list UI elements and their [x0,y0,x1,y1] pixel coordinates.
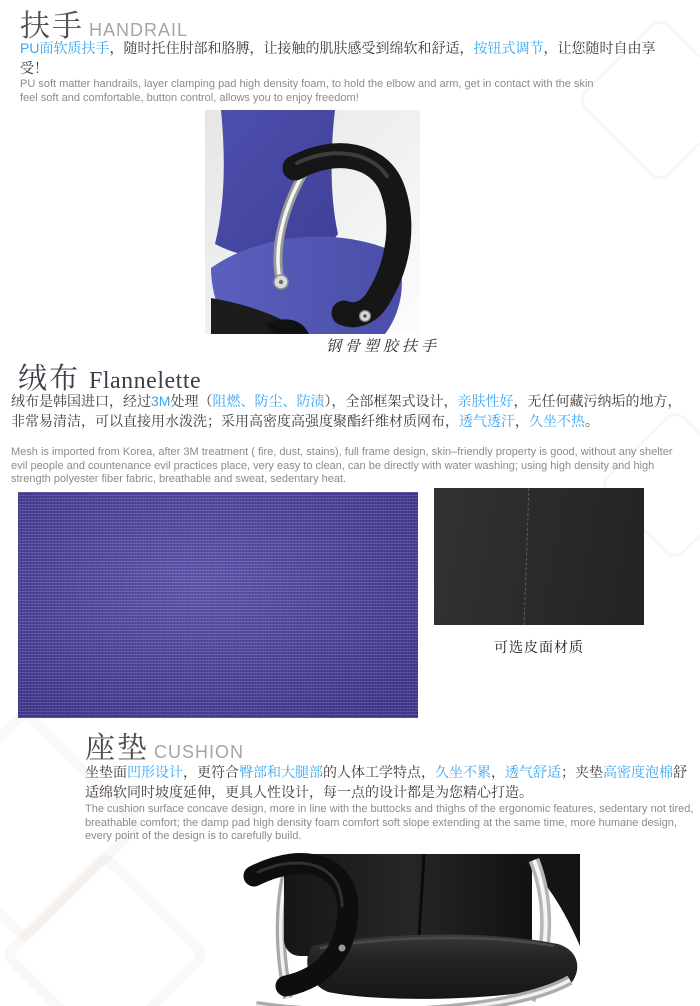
armrest-photo-graphic [205,110,420,334]
highlighted-phrase: 透气舒适 [505,764,561,780]
text-phrase: 坐垫面 [85,764,127,780]
text-phrase: ， [491,764,505,780]
text-phrase: 绒布是韩国进口，经过 [11,393,151,409]
cushion-description-cn [85,763,699,802]
text-phrase: ），全部框架式设计， [324,393,458,409]
cushion-photo [228,848,580,1006]
black-leather-swatch-photo [434,488,644,625]
highlighted-phrase: 按钮式调节 [473,40,544,56]
text-phrase: 的人体工学特点， [323,764,435,780]
cushion-section-header [85,723,244,767]
text-phrase: ；夹垫 [561,764,603,780]
highlighted-phrase: 凹形设计 [127,764,183,780]
flannelette-description-en: Mesh is imported from Korea, after 3M treatment ( fire, dust, stains), full frame design, skin–friendly property is good, without any shelter evil people and countenance evil practices place, very easy to clean, can be directly with water washing; using high density and high strength polyester fiber fabric, breathable and sweat, sedentary heat. [11,446,673,485]
text-phrase: 舒适绵软同时坡度延伸，更具人性设计，每一点的设计都是为您精心打造。 [85,764,687,800]
flannelette-description-cn [11,392,685,431]
flannelette-section-header [18,356,201,397]
text-phrase: ，随时托住肘部和胳膊，让接触的肌肤感受到绵软和舒适， [109,40,474,56]
flannelette-title-en: Flannelette [89,368,202,394]
handrail-title-en: HANDRAIL [89,20,189,40]
highlighted-phrase: 阻燃、防尘、防渍 [212,393,325,409]
handrail-description-cn [20,39,682,78]
handrail-title-cn: 扶手 [20,10,84,43]
highlighted-phrase: 透气透汗 [459,412,515,429]
highlighted-phrase: 臀部和大腿部 [239,764,323,780]
highlighted-phrase: 3M [151,393,171,409]
text-phrase: ，让您随时自由享受！ [20,40,656,76]
text-phrase: 。 [585,412,599,429]
cushion-photo-graphic [228,848,580,1006]
armrest-photo-caption: 钢骨塑胶扶手 [325,339,440,355]
blue-fabric-swatch-photo [18,492,418,718]
flannelette-title-cn: 绒布 [18,363,81,395]
highlighted-phrase: 亲肤性好 [457,393,514,409]
cushion-title-cn: 座垫 [85,732,149,765]
handrail-description-en: PU soft matter handrails, layer clamping pad high density foam, to hold the elbow and arm, get in contact with the skin feel soft and comfortable, button control, allows you to enjoy freedom! [20,78,594,104]
highlighted-phrase: PU面软质扶手 [20,40,110,56]
text-phrase: ，更符合 [183,764,239,780]
text-phrase: 处理（ [170,393,213,409]
leather-stitch-line [524,488,532,625]
highlighted-phrase: 久坐不累 [435,764,491,780]
armrest-photo [205,110,420,334]
text-phrase: ，无任何藏污纳垢的地方，非常易清洁，可以直接用水泼洗；采用高密度高强度聚酯纤维材质网布， [11,393,682,429]
cushion-title-en: CUSHION [154,742,245,762]
cushion-description-en: The cushion surface concave design, more in line with the buttocks and thighs of the ergonomic features, sedentary not tired, breathable comfort; the damp pad high density foam comfort soft slope extending at the same time, more humane design, every point of the design is to carefully build. [85,803,694,842]
leather-swatch-caption: 可选皮面材质 [494,641,584,656]
highlighted-phrase: 高密度泡棉 [603,764,673,780]
highlighted-phrase: 久坐不热 [529,412,585,429]
text-phrase: ， [515,412,529,429]
